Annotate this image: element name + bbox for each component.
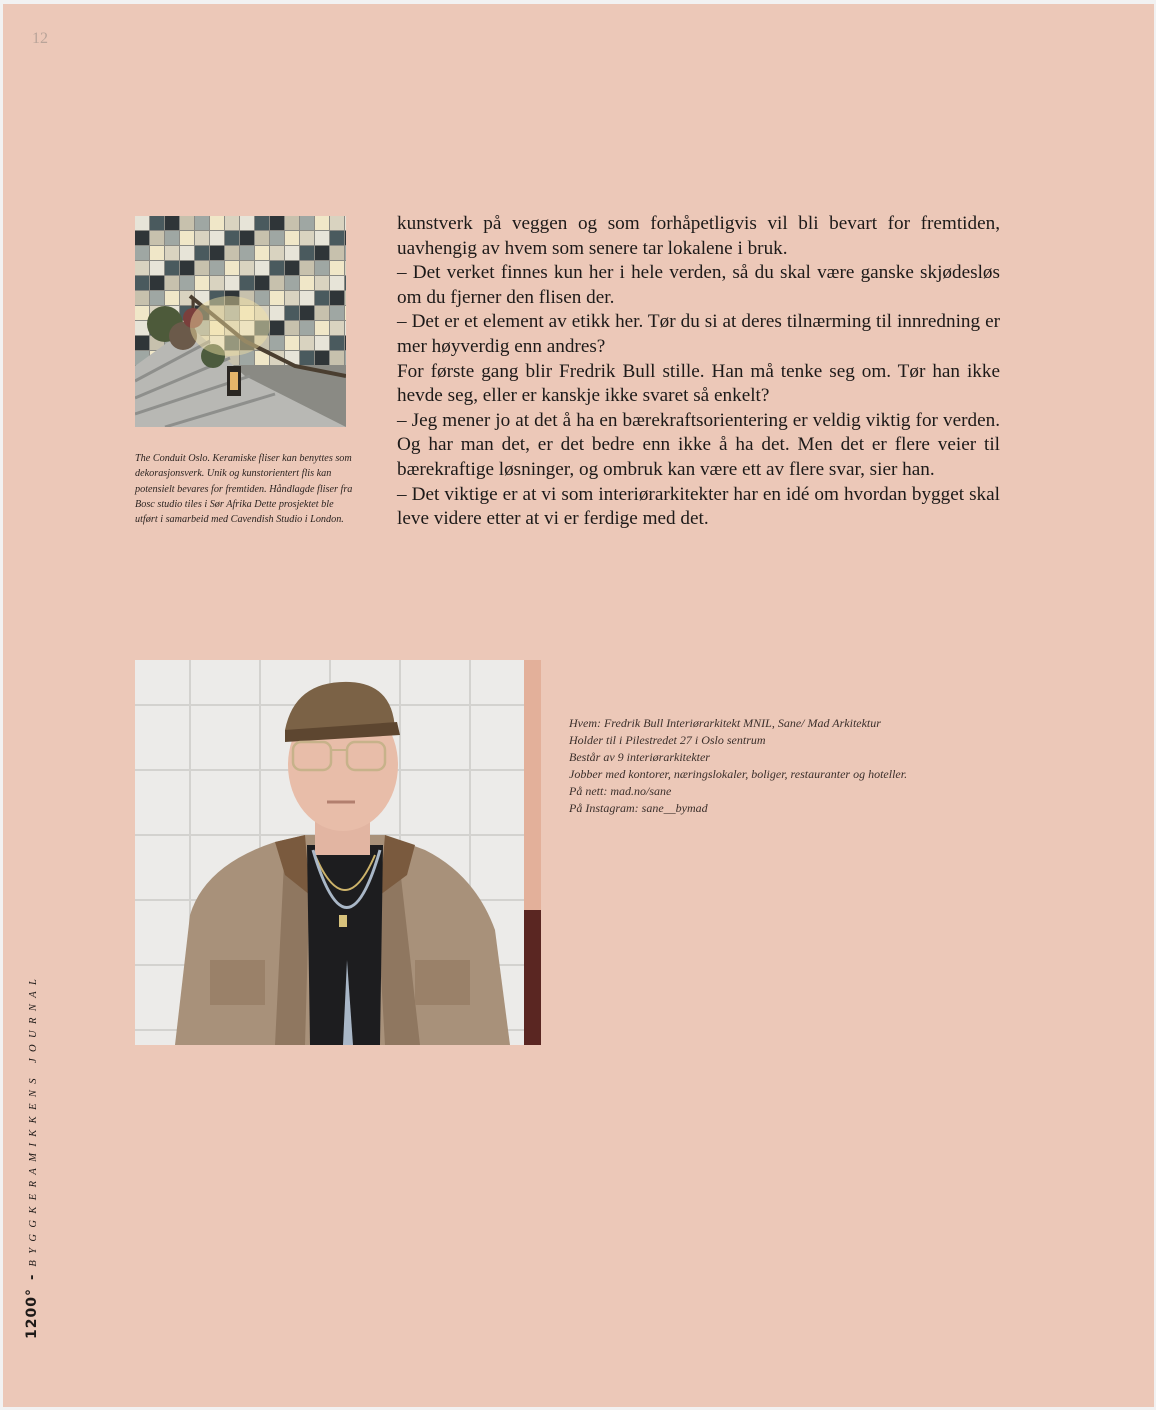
spine-separator: -: [25, 1274, 40, 1281]
article-body: [397, 212, 1000, 532]
article-paragraph: – Jeg mener jo at det å ha en bærekraftsorientering er veldig viktig for verden. Og har man det, er det bedre enn ikke å ha det. Men det er flere veier til bærekraftige løsninger, og ombruk kan være ett av flere svar, sier han.: [397, 409, 1000, 480]
profile-fact-web: På nett: mad.no/sane: [569, 784, 672, 799]
profile-fact-who: Hvem: Fredrik Bull Interiørarkitekt MNIL, Sane/ Mad Arkitektur: [569, 716, 881, 730]
portrait-photo: [135, 660, 541, 1045]
journal-spine-label: [23, 973, 41, 1339]
profile-fact-work: Jobber med kontorer, næringslokaler, boliger, restauranter og hoteller.: [569, 767, 908, 782]
profile-fact-location: Holder til i Pilestredet 27 i Oslo sentrum: [569, 733, 766, 748]
tile-photo-caption: The Conduit Oslo. Keramiske fliser kan benyttes som dekorasjonsverk. Unik og kunstorientert flis kan potensielt bevares for fremtiden. Håndlagde fliser fra Bosc studio tiles i Sør Afrika Dette prosjektet ble utført i samarbeid med Cavendish Studio i London.: [135, 453, 353, 526]
article-paragraph: kunstverk på veggen og som forhåpetligvis vil bli bevart for fremtiden, uavhengig av hvem som senere tar lokalene i bruk.: [397, 213, 1000, 259]
article-paragraph: – Det viktige er at vi som interiørarkitekter har en idé om hvordan bygget skal leve videre etter at vi er ferdige med det.: [397, 483, 1000, 530]
profile-fact-staff: Består av 9 interiørarkitekter: [569, 750, 710, 765]
journal-brand: 1200°: [24, 1288, 40, 1339]
article-paragraph: For første gang blir Fredrik Bull stille. Han må tenke seg om. Tør han ikke hevde seg, eller er kanskje ikke svaret så enkelt?: [397, 360, 1000, 407]
profile-facts: [569, 715, 929, 818]
profile-fact-instagram: På Instagram: sane__bymad: [569, 801, 708, 816]
page-number: 12: [32, 30, 48, 47]
magazine-page: [3, 4, 1154, 1407]
tile-staircase-photo: [135, 216, 346, 427]
journal-name: BYGGKERAMIKKENS JOURNAL: [28, 972, 39, 1267]
article-paragraph: – Det verket finnes kun her i hele verden, så du skal være ganske skjødesløs om du fjerner den flisen der.: [397, 262, 1000, 308]
article-paragraph: – Det er et element av etikk her. Tør du si at deres tilnærming til innredning er mer høyverdig enn andres?: [397, 311, 1000, 357]
